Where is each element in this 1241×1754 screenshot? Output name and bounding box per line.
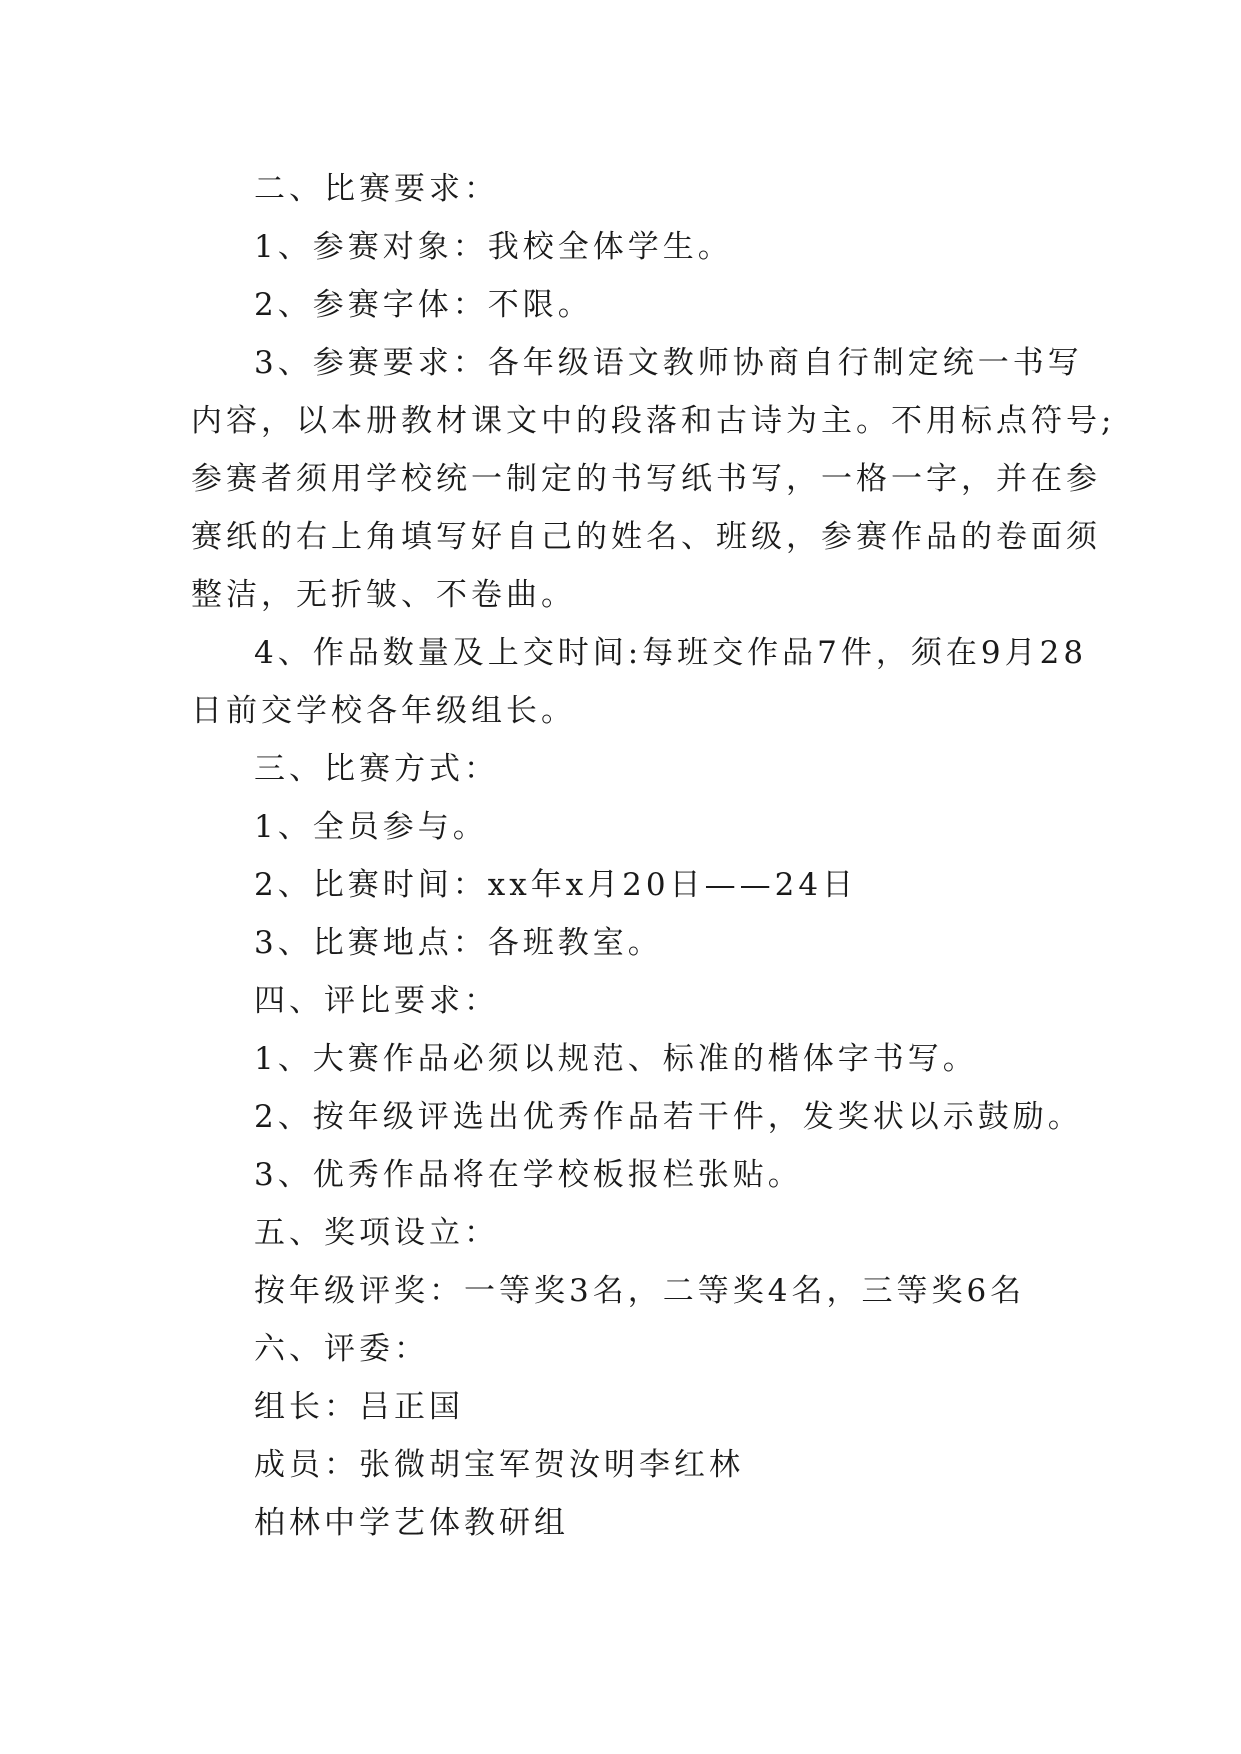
paragraph-line: 整洁，无折皱、不卷曲。 bbox=[191, 577, 576, 613]
paragraph-line: 组长：吕正国 bbox=[254, 1389, 464, 1425]
paragraph-line: 2、按年级评选出优秀作品若干件，发奖状以示鼓励。 bbox=[254, 1099, 1083, 1135]
paragraph-line: 3、优秀作品将在学校板报栏张贴。 bbox=[254, 1157, 803, 1193]
paragraph-line: 成员：张微胡宝军贺汝明李红林 bbox=[254, 1447, 744, 1483]
section-heading-judging: 四、评比要求： bbox=[254, 983, 499, 1019]
section-heading-judges: 六、评委： bbox=[254, 1331, 429, 1367]
paragraph-line: 1、参赛对象：我校全体学生。 bbox=[254, 229, 733, 265]
paragraph-line: 内容，以本册教材课文中的段落和古诗为主。不用标点符号; bbox=[191, 403, 1116, 439]
paragraph-line: 3、参赛要求：各年级语文教师协商自行制定统一书写 bbox=[254, 345, 1083, 381]
paragraph-line: 参赛者须用学校统一制定的书写纸书写，一格一字，并在参 bbox=[191, 461, 1101, 497]
paragraph-line: 3、比赛地点：各班教室。 bbox=[254, 925, 663, 961]
section-heading-requirements: 二、比赛要求： bbox=[254, 171, 499, 207]
paragraph-line: 1、大赛作品必须以规范、标准的楷体字书写。 bbox=[254, 1041, 978, 1077]
paragraph-line: 按年级评奖：一等奖3名，二等奖4名，三等奖6名 bbox=[254, 1273, 1026, 1309]
section-heading-awards: 五、奖项设立： bbox=[254, 1215, 499, 1251]
paragraph-line: 4、作品数量及上交时间:每班交作品7件，须在9月28 bbox=[254, 635, 1088, 671]
section-heading-method: 三、比赛方式： bbox=[254, 751, 499, 787]
paragraph-line: 2、比赛时间：xx年x月20日——24日 bbox=[254, 867, 858, 903]
paragraph-line: 2、参赛字体：不限。 bbox=[254, 287, 593, 323]
signature-line: 柏林中学艺体教研组 bbox=[254, 1505, 569, 1541]
paragraph-line: 赛纸的右上角填写好自己的姓名、班级，参赛作品的卷面须 bbox=[191, 519, 1101, 555]
paragraph-line: 日前交学校各年级组长。 bbox=[191, 693, 576, 729]
paragraph-line: 1、全员参与。 bbox=[254, 809, 488, 845]
document-body bbox=[191, 160, 1116, 1552]
